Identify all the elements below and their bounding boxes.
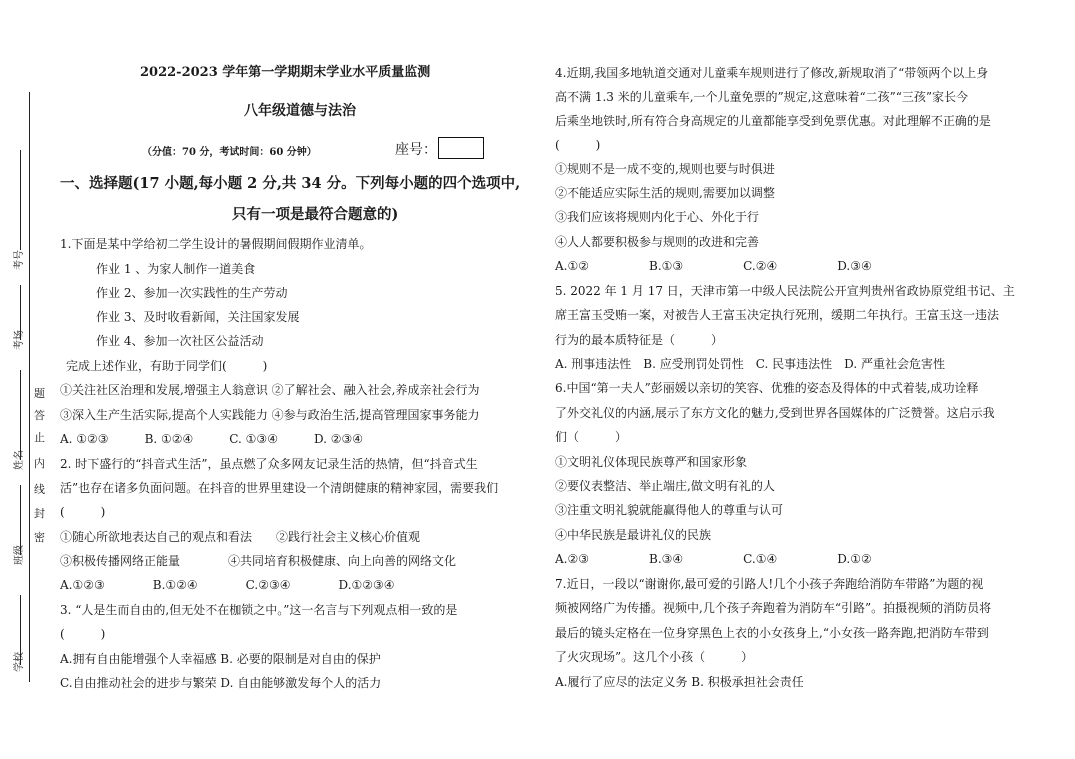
question-line: 最后的镜头定格在一位身穿黑色上衣的小女孩身上,“小女孩一路奔跑,把消防车带到	[555, 626, 989, 640]
question-line: ①规则不是一成不变的,规则也要与时俱进	[555, 162, 775, 176]
question-line: A.①②③ B.①②④ C.②③④ D.①②③④	[60, 578, 395, 592]
question-line: ③注重文明礼貌就能赢得他人的尊重与认可	[555, 503, 784, 517]
seal-line	[29, 92, 30, 682]
question-line: 了外交礼仪的内涵,展示了东方文化的魅力,受到世界各国媒体的广泛赞誉。这启示我	[555, 406, 995, 420]
question-line: 6.中国“第一夫人”彭丽媛以亲切的笑容、优雅的姿态及得体的中式着装,成功诠释	[555, 381, 979, 395]
seat-label: 座号：	[395, 142, 437, 158]
exam-meta: （分值：70 分，考试时间：60 分钟）	[142, 147, 317, 158]
question-line: 后乘坐地铁时,所有符合身高规定的儿童都能享受到免票优惠。对此理解不正确的是	[555, 114, 991, 128]
question-line: 高不满 1.3 米的儿童乘车,一个儿童免票的”规定,这意味着“二孩”“三孩”家长今	[555, 90, 969, 104]
question-line: ③我们应该将规则内化于心、外化于行	[555, 210, 760, 224]
seal-char: 密	[34, 531, 45, 544]
question-line: 作业 1 、为家人制作一道美食	[96, 262, 256, 276]
question-line: ②不能适应实际生活的规则,需要加以调整	[555, 186, 775, 200]
question-line: 作业 2、参加一次实践性的生产劳动	[96, 286, 288, 300]
seal-char: 题	[34, 387, 45, 400]
question-line: 1.下面是某中学给初二学生设计的暑假期间假期作业清单。	[60, 237, 372, 251]
question-line: 活”也存在诸多负面问题。在抖音的世界里建设一个清朗健康的精神家园，需要我们	[60, 481, 499, 495]
question-line: ③深入生产生活实际,提高个人实践能力 ④参与政治生活,提高管理国家事务能力	[60, 408, 480, 422]
question-line: 完成上述作业，有助于同学们( )	[66, 359, 268, 373]
field-line-exam-room	[20, 285, 21, 340]
question-line: ②要仪表整洁、举止端庄,做文明有礼的人	[555, 479, 775, 493]
question-line: ③积极传播网络正能量 ④共同培育积极健康、向上向善的网络文化	[60, 554, 457, 568]
field-label-class: 班级	[14, 545, 25, 565]
question-line: 7.近日，一段以“谢谢你,最可爱的引路人!几个小孩子奔跑给消防车带路”为题的视	[555, 577, 984, 591]
question-line: 5. 2022 年 1 月 17 日，天津市第一中级人民法院公开宣判贵州省政协原党组书记、主	[555, 284, 1015, 298]
question-line: ④中华民族是最讲礼仪的民族	[555, 528, 712, 542]
question-line: ④人人都要积极参与规则的改进和完善	[555, 235, 760, 249]
section-heading-line2: 只有一项是最符合题意的)	[232, 206, 399, 223]
question-line: A.履行了应尽的法定义务 B. 积极承担社会责任	[555, 675, 804, 689]
question-line: 行为的最本质特征是（ ）	[555, 333, 724, 347]
field-label-school: 学校	[14, 652, 25, 672]
field-line-name	[20, 370, 21, 460]
field-label-name: 姓名	[14, 450, 25, 470]
seal-char: 封	[34, 507, 45, 520]
question-line: A.拥有自由能增强个人幸福感 B. 必要的限制是对自由的保护	[60, 652, 381, 666]
exam-subtitle: 八年级道德与法治	[244, 103, 356, 119]
field-line-class	[20, 485, 21, 555]
question-line: ①文明礼仪体现民族尊严和国家形象	[555, 455, 748, 469]
question-line: A.①② B.①③ C.②④ D.③④	[555, 259, 872, 273]
question-line: A. 刑事违法性 B. 应受刑罚处罚性 C. 民事违法性 D. 严重社会危害性	[555, 357, 945, 371]
question-line: ( )	[60, 627, 106, 641]
field-line-school	[20, 595, 21, 665]
question-line: 了火灾现场”。这几个小孩（ ）	[555, 650, 754, 664]
seal-char: 止	[34, 431, 45, 444]
field-label-exam-room: 考场	[14, 330, 25, 350]
question-line: 作业 4、参加一次社区公益活动	[96, 334, 264, 348]
seat-number-box[interactable]	[438, 137, 484, 159]
question-line: 2. 时下盛行的“抖音式生活”，虽点燃了众多网友记录生活的热情，但“抖音式生	[60, 457, 478, 471]
question-line: 作业 3、及时收看新闻，关注国家发展	[96, 310, 300, 324]
seal-char: 内	[34, 457, 45, 470]
question-line: A.②③ B.③④ C.①④ D.①②	[555, 552, 872, 566]
question-line: C.自由推动社会的进步与繁荣 D. 自由能够激发每个人的活力	[60, 676, 382, 690]
question-line: ①关注社区治理和发展,增强主人翁意识 ②了解社会、融入社会,养成亲社会行为	[60, 383, 480, 397]
question-line: ( )	[555, 138, 601, 152]
binding-margin	[0, 0, 52, 759]
seal-char: 答	[34, 409, 45, 422]
field-line-exam-number	[20, 150, 21, 250]
seal-char: 线	[34, 483, 45, 496]
exam-title: 2022-2023 学年第一学期期末学业水平质量监测	[140, 65, 431, 80]
question-line: 频被网络广为传播。视频中,几个孩子奔跑着为消防车“引路”。拍摄视频的消防员将	[555, 601, 992, 615]
question-line: ( )	[60, 505, 106, 519]
section-heading-line1: 一、选择题(17 小题,每小题 2 分,共 34 分。下列每小题的四个选项中,	[60, 175, 521, 192]
question-line: A. ①②③ B. ①②④ C. ①③④ D. ②③④	[60, 432, 364, 446]
question-line: 席王富玉受贿一案，对被告人王富玉决定执行死刑，缓期二年执行。王富玉这一违法	[555, 308, 1000, 322]
question-line: 们（ ）	[555, 430, 628, 444]
question-line: ①随心所欲地表达自己的观点和看法 ②践行社会主义核心价值观	[60, 530, 421, 544]
question-line: 3. “人是生而自由的,但无处不在枷锁之中。”这一名言与下列观点相一致的是	[60, 603, 458, 617]
field-label-exam-number: 考号	[14, 250, 25, 270]
question-line: 4.近期,我国多地轨道交通对儿童乘车规则进行了修改,新规取消了“带领两个以上身	[555, 66, 989, 80]
